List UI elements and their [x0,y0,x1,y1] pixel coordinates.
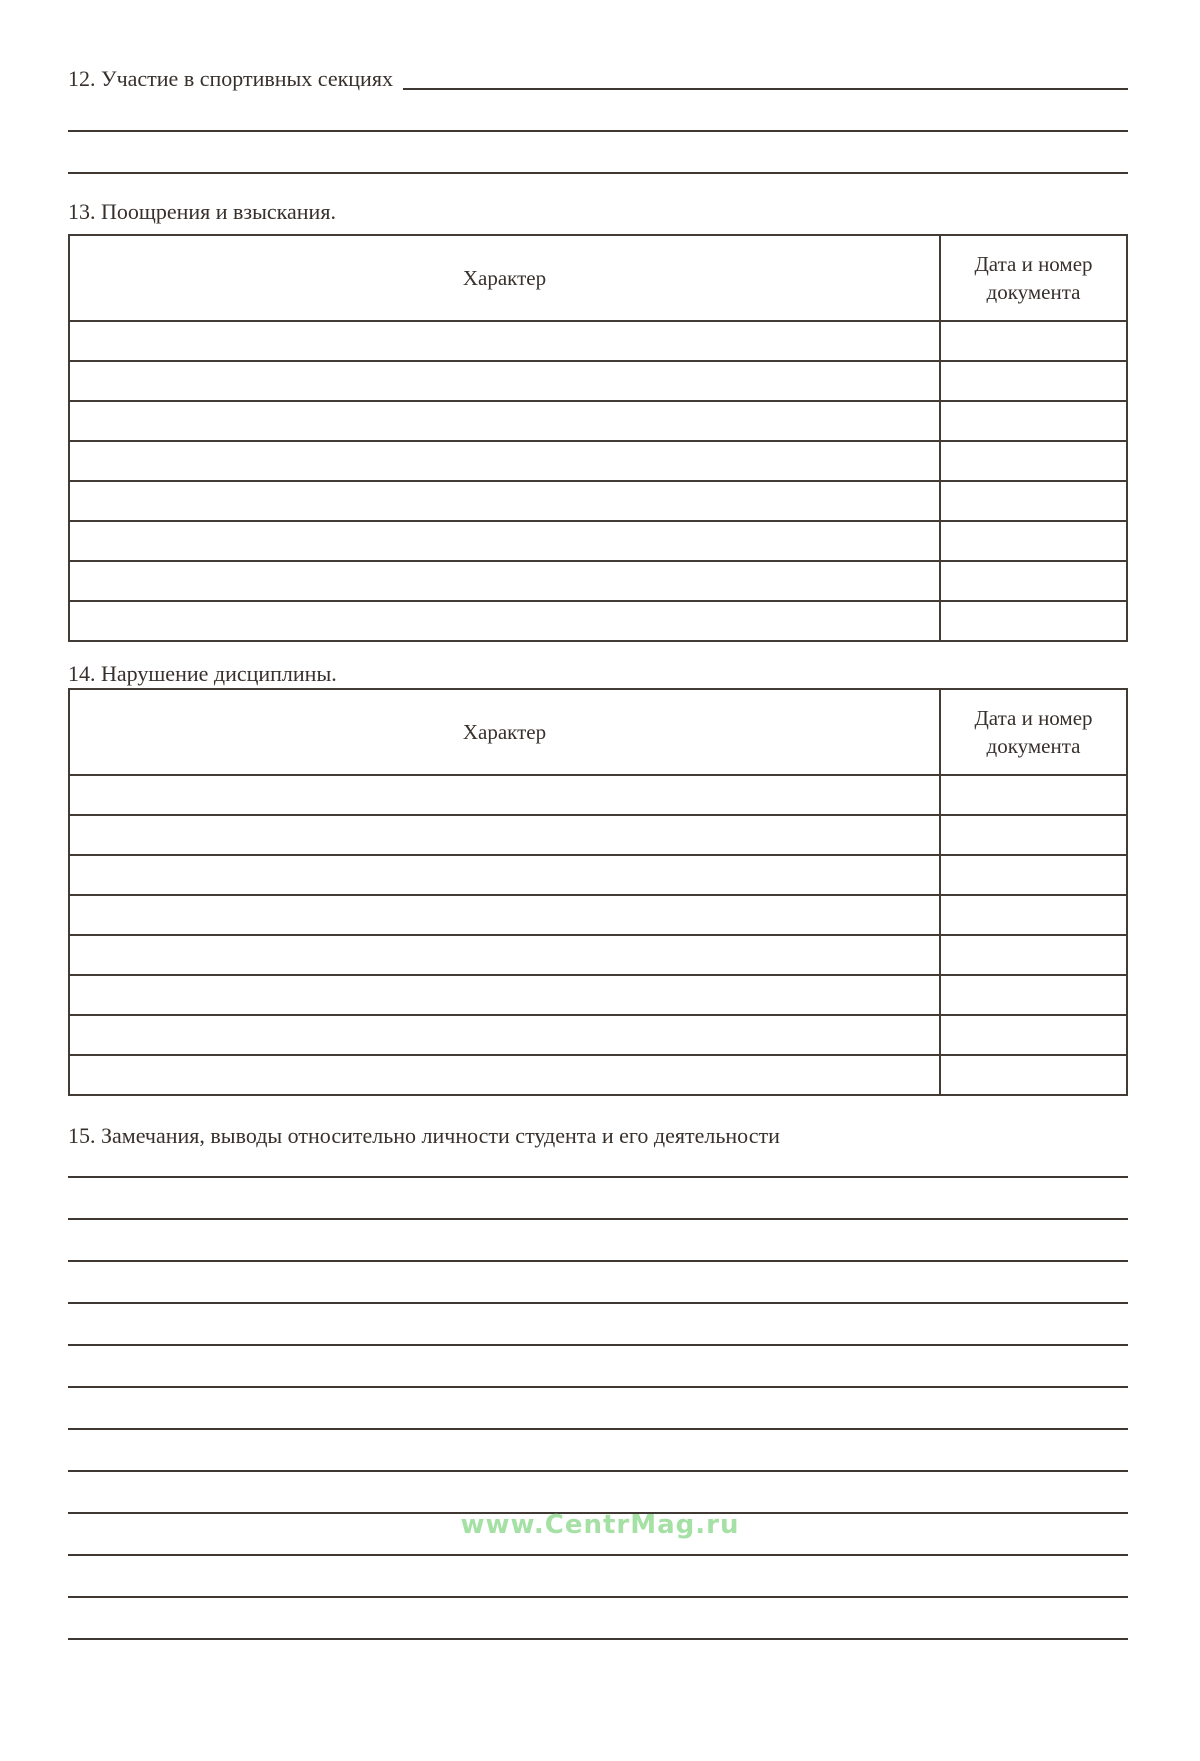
discipline-table [68,688,1128,1096]
blank-write-line [68,1556,1128,1598]
blank-write-line [68,132,1128,174]
character-cell [69,321,940,361]
blank-write-line [68,1220,1128,1262]
character-cell [69,975,940,1015]
character-cell [69,935,940,975]
doc-number-cell [940,601,1127,641]
table-empty-row [69,1055,1127,1095]
doc-number-cell [940,441,1127,481]
table-empty-row [69,895,1127,935]
doc-number-cell [940,481,1127,521]
character-column-header: Характер [69,689,940,775]
table-empty-row [69,481,1127,521]
blank-write-line [68,1178,1128,1220]
character-cell [69,1055,940,1095]
section-12-label: 12. Участие в спортивных секциях [68,66,393,91]
section-12-row [68,64,1128,94]
table-empty-row [69,775,1127,815]
character-cell [69,441,940,481]
section-12-blank-lines [68,94,1128,174]
character-cell [69,481,940,521]
blank-write-line [68,94,1128,132]
character-cell [69,895,940,935]
doc-number-cell [940,521,1127,561]
doc-number-cell [940,1015,1127,1055]
doc-number-column-header: Дата и номер документа [940,689,1127,775]
blank-write-line [68,1430,1128,1472]
doc-number-cell [940,321,1127,361]
blank-write-line [68,1150,1128,1178]
table-empty-row [69,361,1127,401]
centrmag-watermark: www.CentrMag.ru [460,1510,740,1540]
blank-write-line [68,1514,1128,1556]
blank-write-line [68,1598,1128,1640]
character-cell [69,601,940,641]
section-12-fill-line [403,60,1128,90]
character-column-header: Характер [69,235,940,321]
character-cell [69,401,940,441]
character-cell [69,775,940,815]
character-cell [69,1015,940,1055]
doc-number-cell [940,361,1127,401]
section-13-heading: 13. Поощрения и взыскания. [68,199,336,224]
table-empty-row [69,855,1127,895]
character-cell [69,855,940,895]
table-empty-row [69,935,1127,975]
table-empty-row [69,521,1127,561]
table-empty-row [69,401,1127,441]
blank-write-line [68,1472,1128,1514]
section-15-heading: 15. Замечания, выводы относительно личности студента и его деятельности [68,1123,780,1148]
doc-number-cell [940,1055,1127,1095]
form-page [68,64,1128,1640]
table-empty-row [69,561,1127,601]
doc-number-column-header: Дата и номер документа [940,235,1127,321]
blank-write-line [68,1346,1128,1388]
blank-write-line [68,1304,1128,1346]
character-cell [69,815,940,855]
section-14-heading: 14. Нарушение дисциплины. [68,661,337,686]
doc-number-cell [940,401,1127,441]
doc-number-cell [940,775,1127,815]
discipline-table-header-row [69,689,1127,775]
blank-write-line [68,1262,1128,1304]
doc-number-cell [940,561,1127,601]
doc-number-cell [940,855,1127,895]
doc-number-cell [940,895,1127,935]
rewards-table [68,234,1128,642]
character-cell [69,521,940,561]
table-empty-row [69,441,1127,481]
table-empty-row [69,975,1127,1015]
doc-number-cell [940,815,1127,855]
character-cell [69,561,940,601]
table-empty-row [69,601,1127,641]
section-15-blank-lines [68,1150,1128,1640]
blank-write-line [68,1388,1128,1430]
table-empty-row [69,815,1127,855]
rewards-table-header-row [69,235,1127,321]
table-empty-row [69,321,1127,361]
doc-number-cell [940,975,1127,1015]
doc-number-cell [940,935,1127,975]
character-cell [69,361,940,401]
table-empty-row [69,1015,1127,1055]
